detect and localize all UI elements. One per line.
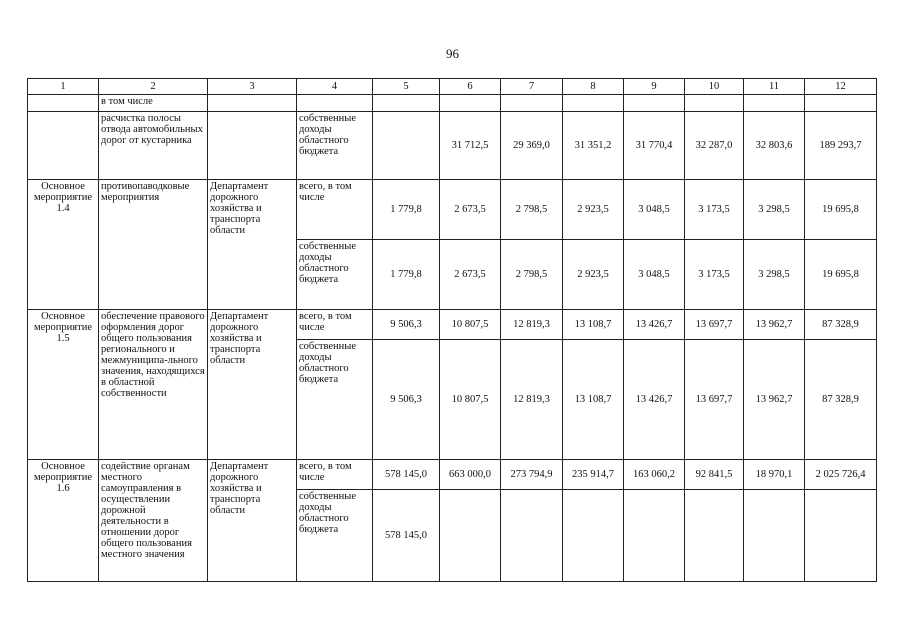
column-number: 7 bbox=[501, 79, 563, 95]
cell-value: 9 506,3 bbox=[373, 310, 440, 340]
measure-executor: Департамент дорожного хозяйства и транспорта области bbox=[208, 180, 297, 310]
cell-value: 13 426,7 bbox=[624, 310, 685, 340]
column-number: 6 bbox=[440, 79, 501, 95]
cell-value: 2 025 726,4 bbox=[805, 460, 877, 490]
cell-source: всего, в том числе bbox=[297, 180, 373, 240]
cell-text: в том числе bbox=[99, 95, 208, 112]
cell-value: 10 807,5 bbox=[440, 340, 501, 460]
measure-name: противопаводковые мероприятия bbox=[99, 180, 208, 310]
table-row bbox=[28, 112, 877, 180]
column-number: 8 bbox=[563, 79, 624, 95]
column-number: 3 bbox=[208, 79, 297, 95]
column-number: 10 bbox=[685, 79, 744, 95]
cell-value: 13 697,7 bbox=[685, 340, 744, 460]
cell-value: 235 914,7 bbox=[563, 460, 624, 490]
table-row bbox=[28, 180, 877, 240]
cell-value: 13 108,7 bbox=[563, 310, 624, 340]
cell-value: 29 369,0 bbox=[501, 112, 563, 180]
cell-source: собственные доходы областного бюджета bbox=[297, 112, 373, 180]
cell-value: 19 695,8 bbox=[805, 240, 877, 310]
measure-code: Основное мероприятие 1.4 bbox=[28, 180, 99, 310]
column-number: 11 bbox=[744, 79, 805, 95]
cell-text: расчистка полосы отвода автомобильных дорог от кустарника bbox=[99, 112, 208, 180]
cell-value: 92 841,5 bbox=[685, 460, 744, 490]
cell-value: 32 803,6 bbox=[744, 112, 805, 180]
column-number: 5 bbox=[373, 79, 440, 95]
cell-value: 13 426,7 bbox=[624, 340, 685, 460]
measure-name: содействие органам местного самоуправления в осуществлении дорожной деятельности в отношении дорог общего пользования местного значения bbox=[99, 460, 208, 582]
cell-value: 578 145,0 bbox=[373, 490, 440, 582]
cell-value: 2 923,5 bbox=[563, 240, 624, 310]
measure-name: обеспечение правового оформления дорог общего пользования регионального и межмуниципа-льного значения, находящихся в областной собственности bbox=[99, 310, 208, 460]
cell-value: 87 328,9 bbox=[805, 310, 877, 340]
cell-value: 273 794,9 bbox=[501, 460, 563, 490]
cell-value: 163 060,2 bbox=[624, 460, 685, 490]
cell-value: 9 506,3 bbox=[373, 340, 440, 460]
column-number: 4 bbox=[297, 79, 373, 95]
cell-value bbox=[744, 490, 805, 582]
budget-table bbox=[27, 78, 877, 582]
cell-value bbox=[440, 490, 501, 582]
table-row bbox=[28, 460, 877, 490]
cell-value bbox=[805, 490, 877, 582]
cell-value: 31 770,4 bbox=[624, 112, 685, 180]
cell-value: 2 673,5 bbox=[440, 240, 501, 310]
cell-value: 189 293,7 bbox=[805, 112, 877, 180]
cell-value bbox=[373, 112, 440, 180]
cell-value: 19 695,8 bbox=[805, 180, 877, 240]
cell-source: собственные доходы областного бюджета bbox=[297, 240, 373, 310]
cell-value: 2 673,5 bbox=[440, 180, 501, 240]
cell-value: 3 298,5 bbox=[744, 180, 805, 240]
table-row bbox=[28, 310, 877, 340]
cell-value: 12 819,3 bbox=[501, 340, 563, 460]
column-number: 12 bbox=[805, 79, 877, 95]
cell-value: 3 048,5 bbox=[624, 180, 685, 240]
cell-value bbox=[563, 490, 624, 582]
cell-value: 13 697,7 bbox=[685, 310, 744, 340]
cell-value: 87 328,9 bbox=[805, 340, 877, 460]
cell-source: всего, в том числе bbox=[297, 310, 373, 340]
cell-value bbox=[685, 490, 744, 582]
measure-executor: Департамент дорожного хозяйства и транспорта области bbox=[208, 460, 297, 582]
cell-value: 3 173,5 bbox=[685, 180, 744, 240]
table-row bbox=[28, 95, 877, 112]
cell-value: 2 798,5 bbox=[501, 180, 563, 240]
cell-value: 12 819,3 bbox=[501, 310, 563, 340]
cell-source: собственные доходы областного бюджета bbox=[297, 340, 373, 460]
cell-value: 13 962,7 bbox=[744, 340, 805, 460]
column-number: 2 bbox=[99, 79, 208, 95]
cell-value: 18 970,1 bbox=[744, 460, 805, 490]
cell-value: 2 923,5 bbox=[563, 180, 624, 240]
cell-value bbox=[501, 490, 563, 582]
cell-value: 10 807,5 bbox=[440, 310, 501, 340]
cell-value: 31 712,5 bbox=[440, 112, 501, 180]
cell-value: 578 145,0 bbox=[373, 460, 440, 490]
measure-code: Основное мероприятие 1.6 bbox=[28, 460, 99, 582]
cell-value: 1 779,8 bbox=[373, 180, 440, 240]
column-number: 1 bbox=[28, 79, 99, 95]
cell-value: 3 298,5 bbox=[744, 240, 805, 310]
cell-value: 32 287,0 bbox=[685, 112, 744, 180]
measure-code: Основное мероприятие 1.5 bbox=[28, 310, 99, 460]
cell-source: собственные доходы областного бюджета bbox=[297, 490, 373, 582]
cell-value: 13 962,7 bbox=[744, 310, 805, 340]
cell-value: 31 351,2 bbox=[563, 112, 624, 180]
cell-value: 3 048,5 bbox=[624, 240, 685, 310]
column-number: 9 bbox=[624, 79, 685, 95]
measure-executor: Департамент дорожного хозяйства и транспорта области bbox=[208, 310, 297, 460]
cell-value: 2 798,5 bbox=[501, 240, 563, 310]
column-number-row bbox=[28, 79, 877, 95]
cell-value: 3 173,5 bbox=[685, 240, 744, 310]
cell-value: 13 108,7 bbox=[563, 340, 624, 460]
cell-value bbox=[624, 490, 685, 582]
page-number: 96 bbox=[446, 46, 459, 61]
cell-source: всего, в том числе bbox=[297, 460, 373, 490]
cell-value: 1 779,8 bbox=[373, 240, 440, 310]
cell-value: 663 000,0 bbox=[440, 460, 501, 490]
